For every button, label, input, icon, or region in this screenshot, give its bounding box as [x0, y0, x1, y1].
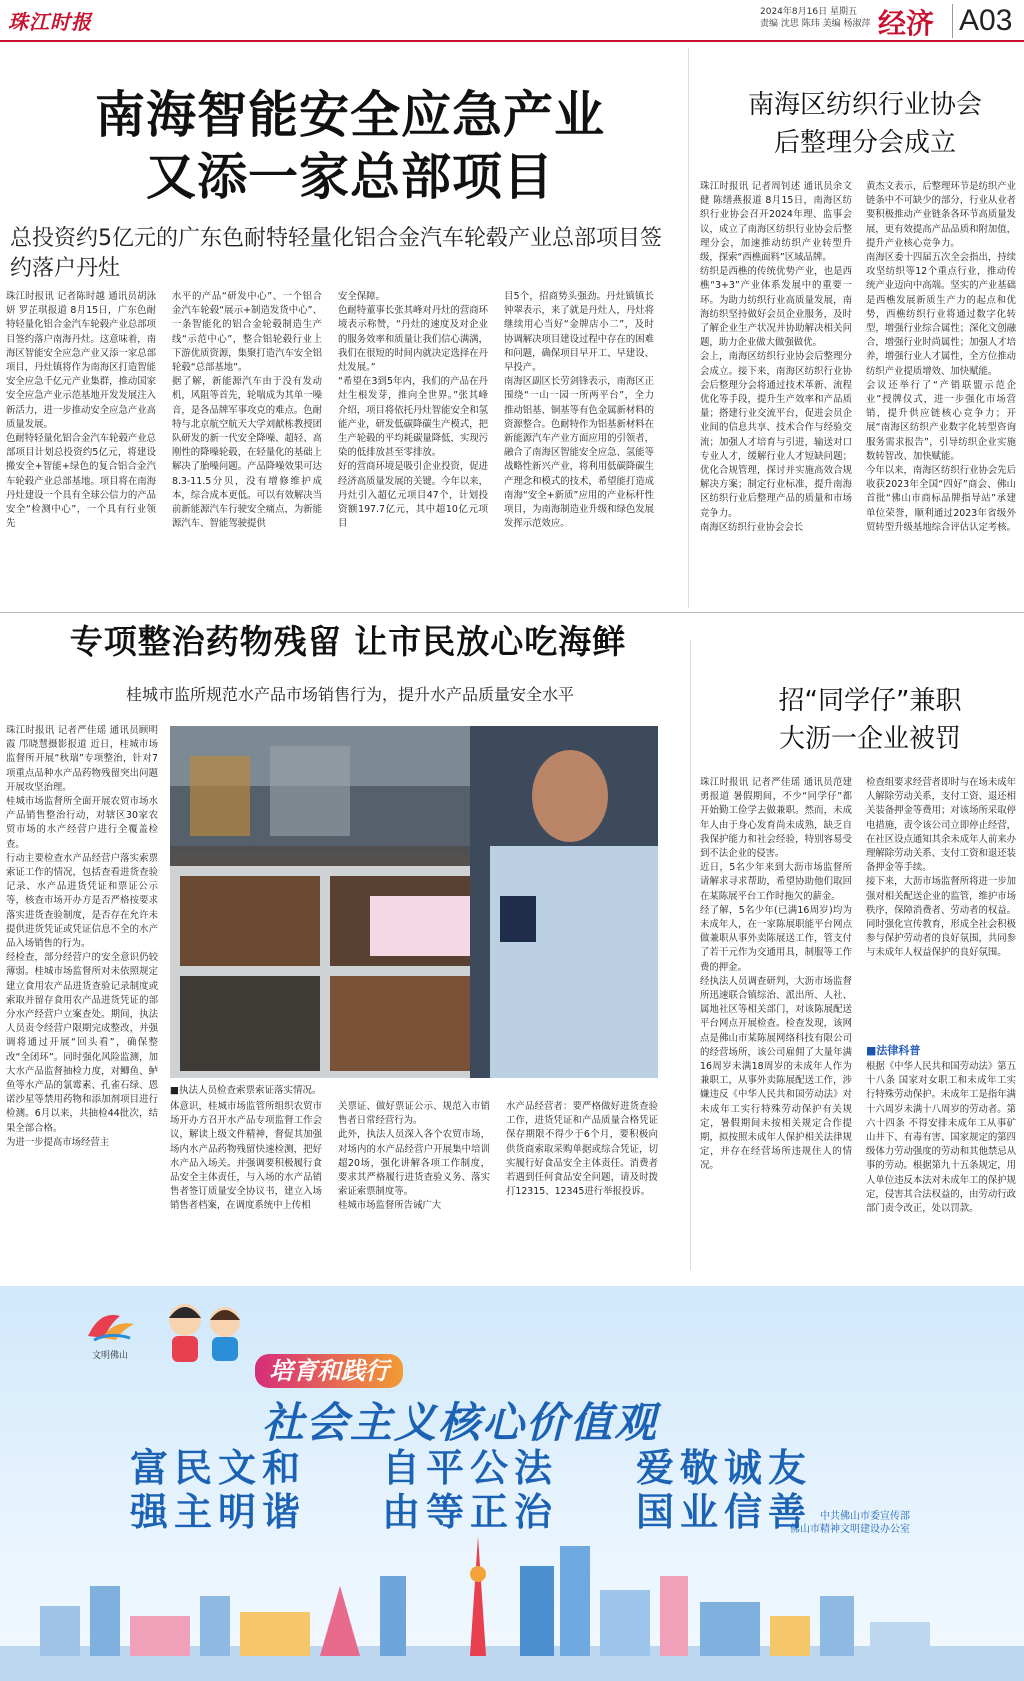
city-skyline-illustration — [0, 1526, 1024, 1681]
values-row: 国业信善 — [636, 1490, 813, 1534]
lead-headline-line2: 又添一家总部项目 — [146, 148, 554, 206]
photo-illustration — [170, 726, 658, 1078]
newspaper-logo: 珠江时报 — [8, 10, 92, 34]
children-mascot-icon — [150, 1296, 260, 1366]
values-group-social — [382, 1446, 558, 1534]
column-divider — [688, 48, 689, 608]
values-group-national — [130, 1446, 306, 1534]
values-row: 自平公法 — [382, 1446, 559, 1490]
fish-column-4: 水产品经营者：要严格做好进货查验工作，进货凭证和产品质量合格凭证保存期限不得少于6个月，要积极向供货商索取采购单据或综合凭证，切实履行好食品安全主体责任。消费者若遇到任何食品安全问题，请及时拨打12315、12345进行举报投诉。 — [506, 1101, 658, 1198]
values-row: 强主明谐 — [130, 1490, 307, 1534]
fish-subhead: 桂城市监所规范水产品市场销售行为，提升水产品质量安全水平 — [125, 685, 574, 704]
lead-subhead: 总投资约5亿元的广东色耐特轻量化铝合金汽车轮毂产业总部项目签约落户丹灶 — [10, 226, 662, 281]
civic-logo-icon — [80, 1306, 140, 1346]
organizer-line-1: 中共佛山市委宣传部 — [820, 1511, 910, 1522]
lead-column-2: 水平的产品“研发中心”、一个铝合金汽车轮毂“展示+制造发货中心”、一条智能化的铝合金轮毂制造生产线“示范中心”，整合铝轮毂行业上下游优质资源，集聚打造汽车安全铝轮毂“总部基地”。 据了解，新能源汽车由于没有发动机，风阻等首先，轮喘成为其单一噪音，是各品牌军事攻克的难点。色耐特与北京航空航天大学刘献栋教授团队研发的新一代安全降噪、超轻、高刚性的降噪轮毂，在轻量化的基础上解决了胎噪问题。产品降噪效果可达8.3-11.5分贝，没有增修维护成本，综合成本更低。可以有效解决当前新能源汽车行驶安全痛点，为新能源汽车、智能驾驶提供 — [172, 291, 322, 530]
labor-headline-line2: 大沥一企业被罚 — [778, 724, 961, 754]
column-divider-2 — [690, 640, 691, 1270]
editor-line: 责编 沈思 陈玮 美编 杨淑萍 — [760, 19, 871, 29]
fish-headline: 专项整治药物残留 让市民放心吃海鲜 — [69, 622, 627, 661]
textile-headline — [715, 86, 1015, 162]
organizer-line-2: 佛山市精神文明建设办公室 — [790, 1524, 910, 1535]
section-name: 经济 — [878, 7, 935, 40]
lead-column-1: 珠江时报讯 记者陈时越 通讯员胡泳妍 罗芷琪报道 8月15日，广东色耐特轻量化铝合金汽车轮毂产业总部项目签约落户南海丹灶。这意味着，南海区智能安全应急产业又添一家总部项目，丹灶镇将作为南海区打造智能安全应急千亿元产业集群，推动国家安全应急产业示范基地开发发展注入新活力，进一步推动安全应急产业高质量发展。 色耐特轻量化铝合金汽车轮毂产业总部项目计划总投资约5亿元，将建设搬安全+智能+绿色的复合铝合金汽车轮毂产业总部基地。项目将在南海丹灶建设一个具有全球公信力的产品安全“检测中心”，一个具有行业领先 — [6, 291, 156, 530]
law-tag: ■法律科普 — [866, 1044, 921, 1057]
values-row: 由等正治 — [382, 1490, 559, 1534]
textile-column-1: 珠江时报讯 记者周钊述 通讯员余文健 陈缮燕报道 8月15日，南海区纺织行业协会召开2024年理、监事会议，成立了南海区纺织行业协会后整理分会，加速推动纺织产业转型升级，探索“西樵面料”区域品牌。 纺织是西樵的传统优势产业，也是西樵“3+3”产业体系发展中的重要一环。为助力纺织行业高质量发展，南海纺织坚持做好会员企业服务，及时了解企业生产状况并协助解决相关问题，助力企业做大做强做优。 会上，南海区纺织行业协会后整理分会成立。接下来，南海区纺织行业协会后整理分会将通过技术革新、流程优化等手段，提升生产效率和产品质量；搭建行业交流平台，促进会员企业间的信息共享、技术合作与经验交流；加强人才培育与引进，输送对口专业人才，缓解行业人才短缺问题；优化合规管理，探讨并实施高效合规解决方案；制定行业标准，提升南海区纺织行业后整理产品的质量和市场竞争力。 南海区纺织行业协会会长 — [700, 181, 852, 533]
textile-headline-line1: 南海区纺织行业协会 — [747, 90, 982, 120]
textile-column-2: 黄杰文表示，后整理环节是纺织产业链条中不可缺少的部分，行业从业者要积极推动产业链条各环节高质量发展，更有效提高产品品质和附加值，提升产业核心竞争力。 南海区委十四届五次全会指出，持续攻坚纺织等12个重点行业，推动传统产业迈向中高端。坚实的产业基础是西樵发展新质生产力的起点和优势，西樵纺织行业将通过数字化转型，增强行业综合属性；深化文创融合，增强行业时尚属性；加强人才培养，增强行业人才属性，全方位推动纺织产业提质增效、加快赋能。 会议还举行了“产销联盟示范企业”授牌仪式，进一步强化市场营销，提升供应链核心竞争力；开展“南海区纺织产业数字化转型咨询服务需求报告”，引导纺织企业实施数转智改、加快赋能。 今年以来，南海区纺织行业协会先后收获2023年全国“四好”商会、佛山首批“佛山市商标品牌指导站”承建单位荣誉，顺利通过2023年省级外贸转型升级基地综合评估认定考核。 — [866, 181, 1016, 533]
civic-banner — [0, 1286, 1024, 1681]
lead-column-4: 目5个，招商势头强劲。丹灶镇镇长钟翠表示，来了就是丹灶人，丹灶将继续用心当好“金牌店小二”，及时协调解决项目建设过程中存在的困难和问题，确保项目早开工、早建设、早投产。 南海区副区长劳剑锋表示，南海区正围绕“一山一园一所两平台”，全力推动铝基、铜基等有色金属新材料的资源整合。色耐特作为铝基新材料在新能源汽车产业方面应用的引领者，融合了南海区智能安全应急、氢能等战略性新兴产业，将利用低碳降碳生产理念和模式的技术，希望能打造成南海“安全+新质”应用的产业标杆性项目，为南海制造业升级和绿色发展发挥示范效应。 — [504, 291, 654, 530]
inspection-photo — [170, 726, 658, 1078]
values-row: 爱敬诚友 — [636, 1446, 813, 1490]
fish-column-1: 珠江时报讯 记者严佳瑶 通讯员顾明霞 邝晓慧摄影报道 近日，桂城市场监督所开展“秋瑞”专项整治，针对7项重点品种水产品药物残留突出问题开展攻坚治理。 桂城市场监督所全面开展农贸市场水产品销售整治行动，对辖区30家农贸市场的水产经营户进行全覆盖检查。 行动主要检查水产品经营户落实索票索证工作的情况，包括查看进货查验记录、水产品进货凭证和票证公示等，核查市场开办方是否严格按要求落实进货查验制度，是否存在允许未提供进货凭证或凭证信息不全的水产品入场销售的行为。 经检查，部分经营户的安全意识仍较薄弱。桂城市场监督所对未依照规定建立食用农产品进货查验记录制度或索取并留存食用农产品进货凭证的部分水产经营户立案查处。期间，执法人员责令经营户限期完成整改，并强调将通过开展“回头看”，确保整改“全闭环”。同时强化风险监测，加大水产品监督抽检力度，对鲫鱼、鲈鱼等水产品的氯霉素、孔雀石绿、恩诺沙星等禁用药物和添加剂项目进行检测。6月以来，共抽检44批次，结果全部合格。 为进一步提高市场经营主 — [6, 725, 158, 1148]
civic-logo-text: 文明佛山 — [91, 1351, 128, 1361]
page-number: A03 — [952, 4, 1012, 38]
issue-date — [760, 6, 880, 30]
law-text: 根据《中华人民共和国劳动法》第五十八条 国家对女职工和未成年工实行特殊劳动保护。未成年工是指年满十六周岁未满十八周岁的劳动者。第六十四条 不得安排未成年工从事矿山井下、有毒有害、国家规定的第四级体力劳动强度的劳动和其他禁忌从事的劳动。根据第九十五条规定，用人单位违反本法对未成年工的保护规定，侵害其合法权益的，由劳动行政部门责令改正，处以罚款。 — [866, 1061, 1016, 1215]
header-rule — [0, 40, 1024, 42]
labor-column-1: 珠江时报讯 记者严佳瑶 通讯员范建勇报道 暑假期间，不少“同学仔”都开始勤工俭学去做兼职。然而，未成年人由于身心发育尚未成熟，缺乏自我保护能力和社会经验，特别容易受到不法企业的侵害。 近日，5名少年来到大沥市场监督所请解求寻求帮助，希望协助他们取回在某陈展平台工作时拖欠的薪金。 经了解，5名少年(已满16周岁)均为未成年人，在一家陈展职能平台网点做兼职从事外卖陈展送工作，管支付了若干元作为交通用具，制服等工作费的押金。 经执法人员调查研判，大沥市场监督所迅速联合镇综治、派出所、人社、属地社区等相关部门，对该陈展配送平台网点开展检查。检查发现，该网点是佛山市某陈展网络科技有限公司的经营场所，该公司雇佣了大量年满16周岁未满18周岁的未成年人作为兼职工，从事外卖陈展配送工作，涉嫌违反《中华人民共和国劳动法》对未成年工实行特殊劳动保护有关规定，暑假期间未按相关规定合作提期，拟按照未成年人保护相关法律规定，并存在经营场所违规住人的情况。 — [700, 777, 852, 1172]
lead-column-3: 安全保障。 色耐特董事长张其峰对丹灶的营商环境表示称赞，“丹灶的速度及对企业的服务效率和质量让我们信心满满，我们在很短的时间内就决定选择在丹灶发展。” “希望在3到5年内，我们的产品在丹灶生根发芽，推向全世界。”张其峰介绍，项目将依托丹灶智能安全和氢能产业，研发低碳降碳生产模式，把生产轮毂的平均耗碳量降低，实现污染的低排放甚至零排放。 好的营商环境是吸引企业投资，促进经济高质量发展的关键。今年以来，丹灶引入超亿元项目47个，计划投资额197.7亿元，其中超10亿元项目 — [338, 291, 488, 530]
textile-headline-line2: 后整理分会成立 — [773, 128, 956, 158]
fish-column-3: 关票证、做好票证公示、规范入市销售者日常经营行为。 此外，执法人员深入各个农贸市场，对场内的水产品经营户开展集中培训超20场，强化讲解各项工作制度，要求其严格履行进货查验义务、落实索证索票制度等。 桂城市场监督所告诫广大 — [338, 1101, 490, 1212]
fish-column-2: 体意识，桂城市场监管所组织农贸市场开办方召开水产品专项监督工作会议，解读上级文件精神，督促其加强场内水产品药物残留快速检测，把好水产品入场关。并强调要积极履行食品安全主体责任，与入场的水产品销售者签订质量安全协议书，建立入场销售者档案，在调度系统中上传相 — [170, 1101, 322, 1212]
banner-subtitle: 培育和践行 — [255, 1354, 403, 1388]
lead-headline — [30, 84, 670, 208]
photo-caption: ■执法人员检查索票索证落实情况。 — [170, 1085, 322, 1096]
lead-headline-line1: 南海智能安全应急产业 — [95, 86, 605, 144]
labor-headline-line1: 招“同学仔”兼职 — [778, 686, 962, 716]
labor-column-2: 检查组要求经营者即时与在场未成年人解除劳动关系，支付工资、退还相关装备押金等费用；对该场所采取停电措施，责令该公司立即停止经营，在社区设点通知其余未成年人前来办理解除劳动关系、支付工资和退还装备押金等手续。 接下来，大沥市场监督所将进一步加强对相关配送企业的监管，维护市场秩序，保障消费者、劳动者的权益。同时强化宣传教育，形成全社会积极参与保护劳动者的良好氛围，共同参与未成年人权益保护的良好氛围。 — [866, 777, 1016, 959]
labor-headline — [740, 682, 1000, 758]
date-line: 2024年8月16日 星期五 — [760, 7, 857, 17]
section-rule — [0, 612, 1024, 613]
banner-title: 社会主义核心价值观 — [262, 1398, 659, 1447]
values-row: 富民文和 — [130, 1446, 307, 1490]
